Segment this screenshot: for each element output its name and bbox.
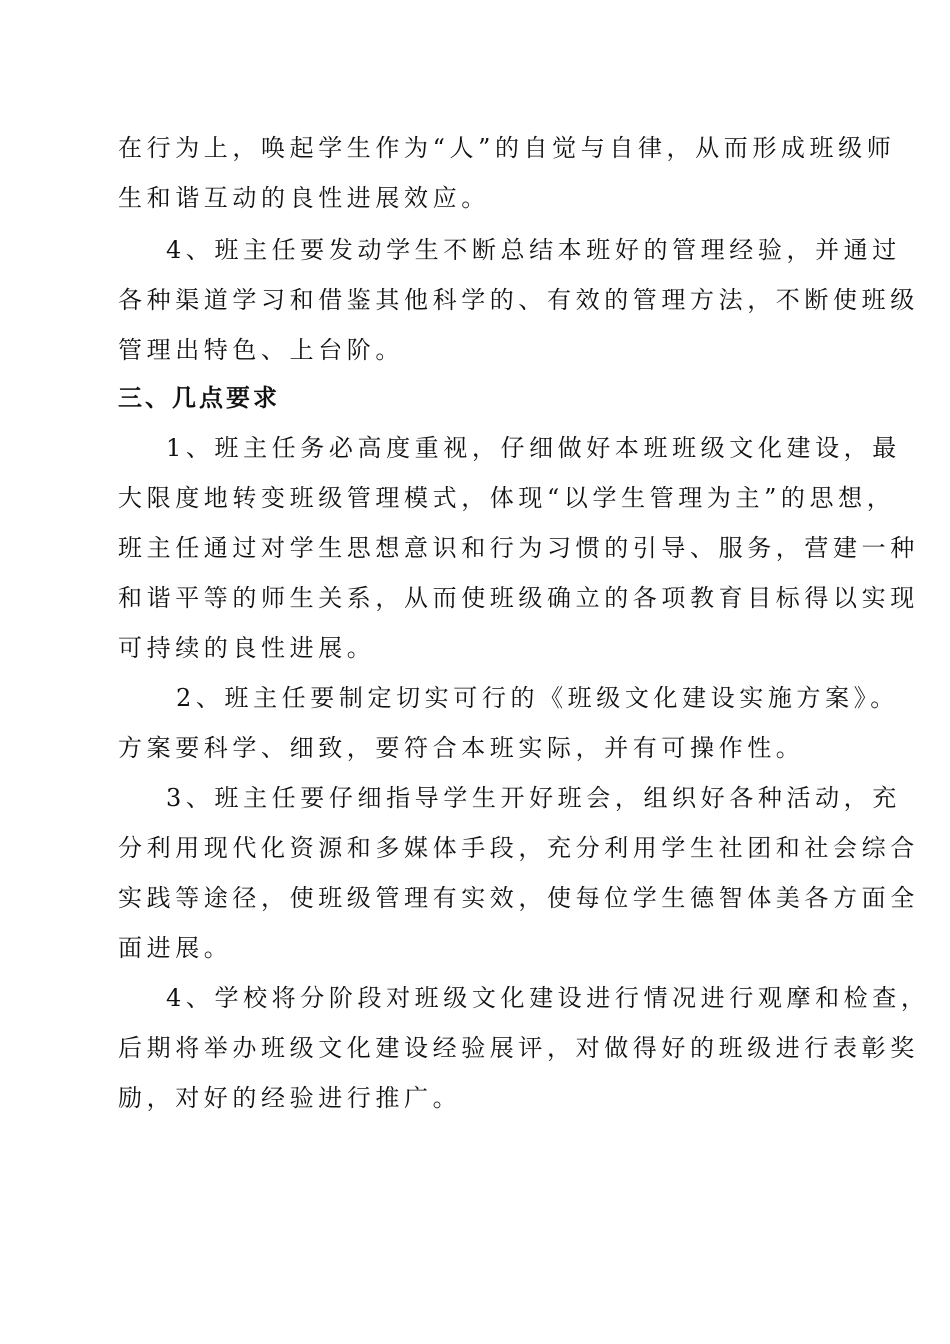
text-line: 班主任通过对学生思想意识和行为习惯的引导、服务，营建一种 <box>118 534 919 562</box>
requirement-1-start: 1、班主任务必高度重视，仔细做好本班班级文化建设，最 <box>166 434 901 462</box>
text-line: 和谐平等的师生关系，从而使班级确立的各项教育目标得以实现 <box>118 584 919 612</box>
text-line: 分利用现代化资源和多媒体手段，充分利用学生社团和社会综合 <box>118 834 919 862</box>
requirement-2-start: 2、班主任要制定切实可行的《班级文化建设实施方案》。 <box>176 684 899 712</box>
paragraph-4-start: 4、班主任要发动学生不断总结本班好的管理经验，并通过 <box>166 236 901 264</box>
section-heading: 三、几点要求 <box>118 384 280 412</box>
text-line: 励，对好的经验进行推广。 <box>118 1084 462 1112</box>
text-line: 实践等途径，使班级管理有实效，使每位学生德智体美各方面全 <box>118 884 919 912</box>
requirement-3-start: 3、班主任要仔细指导学生开好班会，组织好各种活动，充 <box>166 784 901 812</box>
requirement-4-start: 4、学校将分阶段对班级文化建设进行情况进行观摩和检查， <box>166 984 930 1012</box>
text-line: 面进展。 <box>118 934 233 962</box>
text-line: 在行为上，唤起学生作为“人”的自觉与自律，从而形成班级师 <box>118 134 896 162</box>
text-line: 可持续的良性进展。 <box>118 634 376 662</box>
text-line: 后期将举办班级文化建设经验展评，对做得好的班级进行表彰奖 <box>118 1034 919 1062</box>
text-line: 大限度地转变班级管理模式，体现“以学生管理为主”的思想， <box>118 484 896 512</box>
text-line: 管理出特色、上台阶。 <box>118 336 404 364</box>
text-line: 生和谐互动的良性进展效应。 <box>118 184 490 212</box>
text-line: 各种渠道学习和借鉴其他科学的、有效的管理方法，不断使班级 <box>118 286 919 314</box>
text-line: 方案要科学、细致，要符合本班实际，并有可操作性。 <box>118 734 805 762</box>
